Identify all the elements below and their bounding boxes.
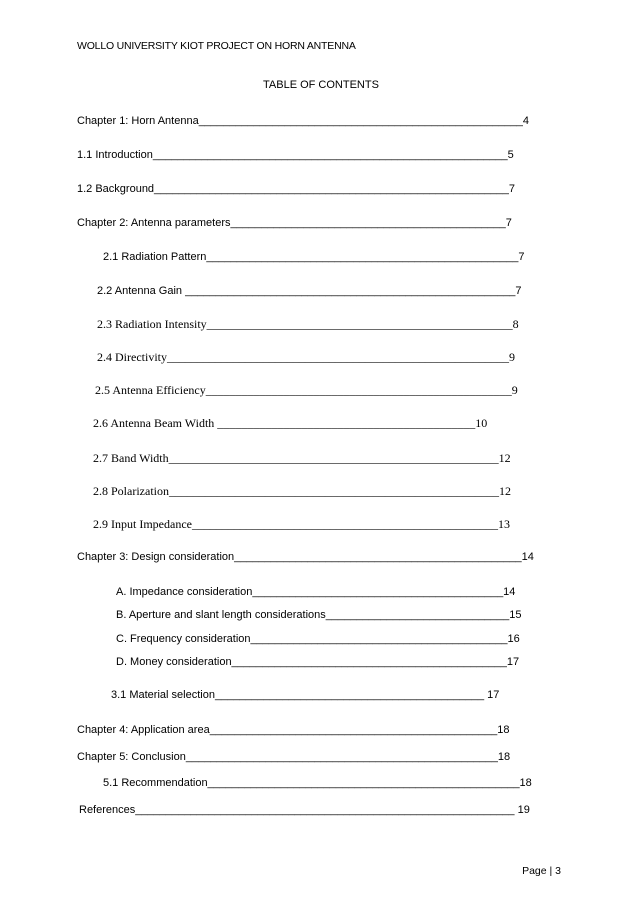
page-number: Page | 3 xyxy=(522,865,561,877)
toc-entry-chapter-4[interactable]: Chapter 4: Application area_______________________________________________18 xyxy=(77,724,510,736)
toc-entry-chapter-3[interactable]: Chapter 3: Design consideration_______________________________________________14 xyxy=(77,551,534,563)
toc-entry-chapter-2[interactable]: Chapter 2: Antenna parameters_____________________________________________7 xyxy=(77,217,512,229)
toc-entry-chapter-5[interactable]: Chapter 5: Conclusion___________________________________________________18 xyxy=(77,751,511,763)
toc-entry-2-6[interactable]: 2.6 Antenna Beam Width ___________________________________________10 xyxy=(93,416,488,430)
running-header: WOLLO UNIVERSITY KIOT PROJECT ON HORN ANTENNA xyxy=(77,40,356,52)
toc-entry-3-c[interactable]: C. Frequency consideration__________________________________________16 xyxy=(116,633,520,645)
toc-entry-1-2[interactable]: 1.2 Background__________________________________________________________7 xyxy=(77,183,515,195)
toc-entry-chapter-1[interactable]: Chapter 1: Horn Antenna_____________________________________________________4 xyxy=(77,115,530,127)
toc-title: TABLE OF CONTENTS xyxy=(263,79,379,91)
toc-entry-2-5[interactable]: 2.5 Antenna Efficiency___________________________________________________9 xyxy=(95,383,518,397)
toc-entry-3-d[interactable]: D. Money consideration_____________________________________________17 xyxy=(116,656,520,668)
toc-entry-1-1[interactable]: 1.1 Introduction__________________________________________________________5 xyxy=(77,149,514,161)
toc-entry-2-4[interactable]: 2.4 Directivity_________________________________________________________9 xyxy=(97,350,515,364)
toc-entry-3-a[interactable]: A. Impedance consideration_________________________________________14 xyxy=(116,586,516,598)
toc-entry-3-1[interactable]: 3.1 Material selection____________________________________________ 17 xyxy=(111,689,500,701)
toc-entry-3-b[interactable]: B. Aperture and slant length considerations______________________________15 xyxy=(116,609,522,621)
toc-entry-5-1[interactable]: 5.1 Recommendation___________________________________________________18 xyxy=(103,777,532,789)
toc-entry-2-9[interactable]: 2.9 Input Impedance___________________________________________________13 xyxy=(93,517,510,531)
toc-entry-2-3[interactable]: 2.3 Radiation Intensity___________________________________________________8 xyxy=(97,317,519,331)
toc-entry-2-8[interactable]: 2.8 Polarization_______________________________________________________12 xyxy=(93,484,511,498)
toc-entry-2-7[interactable]: 2.7 Band Width_______________________________________________________12 xyxy=(93,451,511,465)
toc-entry-references[interactable]: References______________________________________________________________ 19 xyxy=(79,804,530,816)
toc-entry-2-1[interactable]: 2.1 Radiation Pattern___________________________________________________7 xyxy=(103,251,525,263)
toc-entry-2-2[interactable]: 2.2 Antenna Gain ______________________________________________________7 xyxy=(97,285,522,297)
